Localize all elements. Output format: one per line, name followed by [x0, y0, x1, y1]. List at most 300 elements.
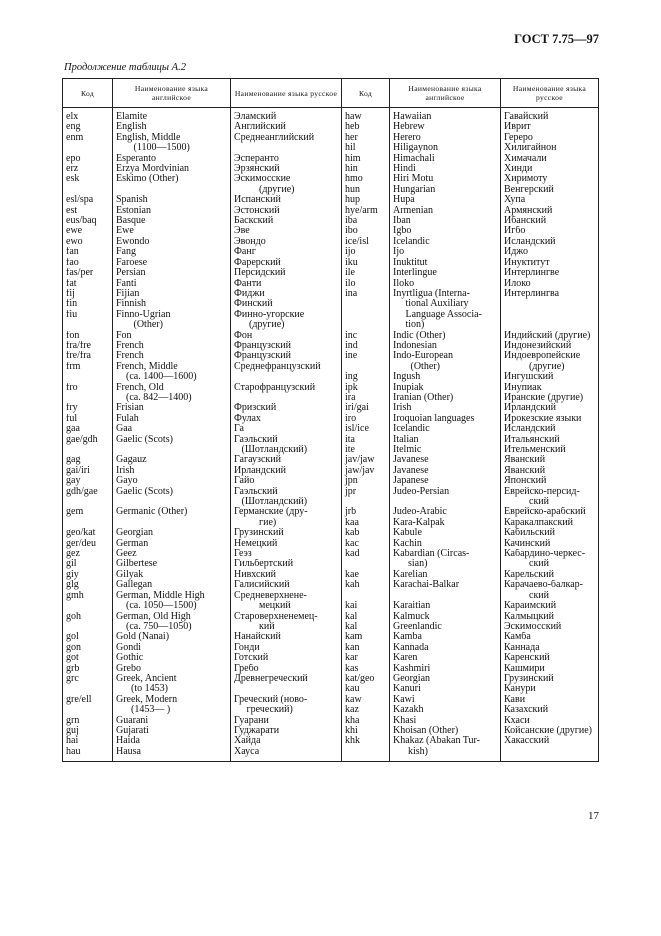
cell-name-russian: Английский [231, 122, 342, 132]
cell-name-english: Gaelic (Scots) [113, 487, 231, 497]
table-row [63, 549, 599, 559]
cell-code: jrb [342, 507, 390, 517]
cell-code: iba [342, 216, 390, 226]
cell-code [63, 185, 113, 195]
cell-name-russian [231, 372, 342, 382]
cell-code [342, 497, 390, 507]
cell-name-russian: Германские (дру- [231, 507, 342, 517]
cell-code: fat [63, 279, 113, 289]
table-row [63, 362, 599, 372]
cell-code: gag [63, 455, 113, 465]
cell-code: fre/fra [63, 351, 113, 361]
cell-name-russian: Инуктитут [501, 258, 599, 268]
cell-name-english: (Other) [113, 320, 231, 330]
cell-name-english: Finnish [113, 299, 231, 309]
cell-name-english: Hausa [113, 747, 231, 762]
table-row [63, 268, 599, 278]
cell-name-english: Indo-European [390, 351, 501, 361]
table-row [63, 747, 599, 762]
table-row [63, 154, 599, 164]
cell-name-russian: Итальянский [501, 435, 599, 445]
cell-code [63, 143, 113, 153]
table-row [63, 206, 599, 216]
cell-name-russian: Еврейско-арабский [501, 507, 599, 517]
cell-name-english: Erzya Mordvinian [113, 164, 231, 174]
cell-name-english: Geez [113, 549, 231, 559]
table-row [63, 372, 599, 382]
cell-code: hin [342, 164, 390, 174]
table-row [63, 247, 599, 257]
cell-name-english [390, 591, 501, 601]
cell-name-russian: Инупиак [501, 383, 599, 393]
cell-name-russian: Среднеанглийский [231, 133, 342, 143]
cell-code: gdh/gae [63, 487, 113, 497]
standard-header: ГОСТ 7.75—97 [514, 32, 599, 46]
cell-name-russian: Французский [231, 341, 342, 351]
table-row [63, 455, 599, 465]
cell-code: grb [63, 664, 113, 674]
cell-name-russian: Га [231, 424, 342, 434]
header-name-english: Наименование языка английское [390, 79, 501, 108]
cell-name-english [113, 185, 231, 195]
cell-code: inc [342, 331, 390, 341]
cell-name-russian: Нанайский [231, 632, 342, 642]
cell-name-english: Finno-Ugrian [113, 310, 231, 320]
cell-name-english: German, Old High [113, 612, 231, 622]
cell-code: fas/per [63, 268, 113, 278]
cell-name-russian: Фарерский [231, 258, 342, 268]
cell-name-russian: Фанти [231, 279, 342, 289]
cell-name-english: Kalmuck [390, 612, 501, 622]
cell-name-english: Igbo [390, 226, 501, 236]
cell-name-russian: (Шотландский) [231, 497, 342, 507]
cell-name-english: English [113, 122, 231, 132]
cell-name-russian: Индийский (другие) [501, 331, 599, 341]
table-row [63, 487, 599, 497]
cell-name-russian: Карачаево-балкар- [501, 580, 599, 590]
cell-name-russian [231, 143, 342, 153]
cell-name-english: Irish [113, 466, 231, 476]
cell-name-english: Icelandic [390, 237, 501, 247]
table-row [63, 632, 599, 642]
cell-code: got [63, 653, 113, 663]
cell-name-english: Eskimo (Other) [113, 174, 231, 184]
cell-code: kat/geo [342, 674, 390, 684]
table-row [63, 445, 599, 455]
cell-name-english: (ca. 750—1050) [113, 622, 231, 632]
cell-name-russian: Химачали [501, 154, 599, 164]
header-code: Код [342, 79, 390, 108]
cell-code: hun [342, 185, 390, 195]
cell-code: gae/gdh [63, 435, 113, 445]
cell-name-russian: Иджо [501, 247, 599, 257]
table-row [63, 726, 599, 736]
cell-code: gai/iri [63, 466, 113, 476]
table-row [63, 185, 599, 195]
cell-code: fry [63, 403, 113, 413]
cell-code [342, 747, 390, 762]
table-row [63, 258, 599, 268]
table-row [63, 424, 599, 434]
cell-name-english: Javanese [390, 466, 501, 476]
cell-name-russian: Эскимосские [231, 174, 342, 184]
cell-name-english: Elamite [113, 108, 231, 123]
cell-name-russian: Еврейско-персид- [501, 487, 599, 497]
table-row [63, 539, 599, 549]
cell-code [63, 684, 113, 694]
cell-code: esk [63, 174, 113, 184]
cell-code [63, 320, 113, 330]
cell-name-english: Esperanto [113, 154, 231, 164]
cell-name-russian: Финский [231, 299, 342, 309]
cell-code: isl/ice [342, 424, 390, 434]
cell-name-english: Gayo [113, 476, 231, 486]
cell-name-russian: Гонди [231, 643, 342, 653]
cell-name-russian: Караимский [501, 601, 599, 611]
cell-name-english: Haida [113, 736, 231, 746]
table-row [63, 736, 599, 746]
cell-name-english [113, 445, 231, 455]
cell-name-russian [501, 320, 599, 330]
cell-code [63, 372, 113, 382]
cell-name-english: Armenian [390, 206, 501, 216]
table-row [63, 216, 599, 226]
cell-name-russian: Эскимосский [501, 622, 599, 632]
cell-name-english: Karaitian [390, 601, 501, 611]
table-row [63, 518, 599, 528]
cell-name-english: German, Middle High [113, 591, 231, 601]
table-row [63, 143, 599, 153]
cell-name-english: Karen [390, 653, 501, 663]
cell-code [63, 601, 113, 611]
cell-name-english: Hungarian [390, 185, 501, 195]
cell-name-english: French [113, 341, 231, 351]
cell-name-english: Itelmic [390, 445, 501, 455]
cell-name-english: Japanese [390, 476, 501, 486]
cell-name-russian: кий [231, 622, 342, 632]
table-row [63, 466, 599, 476]
cell-code: gol [63, 632, 113, 642]
cell-code: hmo [342, 174, 390, 184]
table-row [63, 664, 599, 674]
cell-code: her [342, 133, 390, 143]
cell-name-english: Georgian [113, 528, 231, 538]
cell-name-russian: Ирокезские языки [501, 414, 599, 424]
cell-name-russian [501, 310, 599, 320]
cell-name-russian: Фулах [231, 414, 342, 424]
cell-code [342, 299, 390, 309]
cell-code: hye/arm [342, 206, 390, 216]
cell-code: kaa [342, 518, 390, 528]
cell-name-english: kish) [390, 747, 501, 762]
cell-code: ful [63, 414, 113, 424]
cell-name-english: Estonian [113, 206, 231, 216]
cell-name-russian [501, 299, 599, 309]
cell-name-russian: Илоко [501, 279, 599, 289]
cell-code: fro [63, 383, 113, 393]
cell-name-russian: Гаэльский [231, 435, 342, 445]
cell-name-russian: Ингушский [501, 372, 599, 382]
cell-name-english: Kannada [390, 643, 501, 653]
cell-code [63, 497, 113, 507]
cell-name-russian: Французский [231, 351, 342, 361]
cell-name-russian: Камба [501, 632, 599, 642]
table-row [63, 612, 599, 622]
cell-name-russian: Гаэльский [231, 487, 342, 497]
cell-code: elx [63, 108, 113, 123]
cell-name-russian: Хупа [501, 195, 599, 205]
cell-name-russian: Фиджи [231, 289, 342, 299]
cell-code: kad [342, 549, 390, 559]
cell-name-english [390, 497, 501, 507]
cell-code: enm [63, 133, 113, 143]
cell-name-russian: ский [501, 497, 599, 507]
cell-name-english: Kanuri [390, 684, 501, 694]
cell-name-russian: Эрзянский [231, 164, 342, 174]
cell-name-english: Ewondo [113, 237, 231, 247]
language-codes-table [62, 78, 599, 762]
cell-name-english: Khakaz (Abakan Tur- [390, 736, 501, 746]
cell-name-russian: Гильбертский [231, 559, 342, 569]
cell-code: ger/deu [63, 539, 113, 549]
cell-name-english: Icelandic [390, 424, 501, 434]
cell-name-english: Greek, Ancient [113, 674, 231, 684]
cell-name-russian: Ирландский [501, 403, 599, 413]
cell-name-russian: Армянский [501, 206, 599, 216]
cell-name-english: Greenlandic [390, 622, 501, 632]
cell-code [63, 518, 113, 528]
cell-name-russian: Хайда [231, 736, 342, 746]
cell-name-russian: мецкий [231, 601, 342, 611]
cell-code: gem [63, 507, 113, 517]
cell-name-english: Kabardian (Circas- [390, 549, 501, 559]
cell-name-english: Iban [390, 216, 501, 226]
cell-name-russian: Кабардино-черкес- [501, 549, 599, 559]
cell-name-russian: Немецкий [231, 539, 342, 549]
cell-code: ice/isl [342, 237, 390, 247]
cell-code: kai [342, 601, 390, 611]
cell-name-russian: Венгерский [501, 185, 599, 195]
cell-code: kaz [342, 705, 390, 715]
cell-name-russian: Нивхский [231, 570, 342, 580]
cell-code: kan [342, 643, 390, 653]
cell-name-russian: Калмыцкий [501, 612, 599, 622]
cell-code: fao [63, 258, 113, 268]
cell-code: ewe [63, 226, 113, 236]
cell-name-english: Basque [113, 216, 231, 226]
cell-name-english: tional Auxiliary [390, 299, 501, 309]
table-row [63, 341, 599, 351]
cell-name-russian: Ирландский [231, 466, 342, 476]
cell-name-russian: Гребо [231, 664, 342, 674]
cell-code: jpr [342, 487, 390, 497]
cell-name-english: (ca. 842—1400) [113, 393, 231, 403]
cell-name-english: Irish [390, 403, 501, 413]
table-row [63, 591, 599, 601]
cell-name-russian: Фризский [231, 403, 342, 413]
cell-name-english: Interlingue [390, 268, 501, 278]
cell-code: ine [342, 351, 390, 361]
cell-name-russian: Карельский [501, 570, 599, 580]
cell-code: fiu [63, 310, 113, 320]
table-row [63, 695, 599, 705]
table-row [63, 435, 599, 445]
cell-code: grn [63, 716, 113, 726]
cell-name-english: Kawi [390, 695, 501, 705]
cell-name-russian: Иранские (другие) [501, 393, 599, 403]
header-name-russian: Наименование языка русское [231, 79, 342, 108]
cell-name-russian: Фон [231, 331, 342, 341]
cell-code: kab [342, 528, 390, 538]
cell-code: gil [63, 559, 113, 569]
cell-name-russian: гие) [231, 518, 342, 528]
table-row [63, 716, 599, 726]
cell-name-english: Grebo [113, 664, 231, 674]
cell-name-russian: Испанский [231, 195, 342, 205]
table-row [63, 351, 599, 361]
cell-name-english: Kara-Kalpak [390, 518, 501, 528]
cell-code: fan [63, 247, 113, 257]
cell-name-russian: Гагаузский [231, 455, 342, 465]
cell-name-russian: Исландский [501, 237, 599, 247]
cell-code: ite [342, 445, 390, 455]
table-row [63, 403, 599, 413]
cell-code: kam [342, 632, 390, 642]
cell-name-russian: Гайо [231, 476, 342, 486]
cell-name-english: Italian [390, 435, 501, 445]
cell-name-english: Gagauz [113, 455, 231, 465]
cell-code: frm [63, 362, 113, 372]
cell-name-russian: Кави [501, 695, 599, 705]
cell-name-english: tion) [390, 320, 501, 330]
cell-code: gmh [63, 591, 113, 601]
cell-name-russian: Старофранцузский [231, 383, 342, 393]
cell-code: hup [342, 195, 390, 205]
cell-name-english: Gaa [113, 424, 231, 434]
cell-code: geo/kat [63, 528, 113, 538]
cell-name-russian [231, 393, 342, 403]
cell-name-russian: Кабильский [501, 528, 599, 538]
table-row [63, 622, 599, 632]
cell-name-english: Iroquoian languages [390, 414, 501, 424]
cell-name-english: Kamba [390, 632, 501, 642]
cell-code: hil [342, 143, 390, 153]
cell-code: kas [342, 664, 390, 674]
table-row [63, 320, 599, 330]
cell-name-english: Gujarati [113, 726, 231, 736]
cell-code: hai [63, 736, 113, 746]
cell-name-english: Indonesian [390, 341, 501, 351]
cell-code: ile [342, 268, 390, 278]
cell-name-russian: (другие) [231, 185, 342, 195]
cell-name-english: (ca. 1050—1500) [113, 601, 231, 611]
header-code: Код [63, 79, 113, 108]
cell-name-english [113, 497, 231, 507]
cell-name-russian: (Шотландский) [231, 445, 342, 455]
cell-name-english: Gilbertese [113, 559, 231, 569]
table-row [63, 299, 599, 309]
table-row [63, 279, 599, 289]
cell-name-english: Khoisan (Other) [390, 726, 501, 736]
cell-name-english: Gallegan [113, 580, 231, 590]
cell-name-russian: Каренский [501, 653, 599, 663]
table-row [63, 310, 599, 320]
cell-name-russian: Хауса [231, 747, 342, 762]
table-row [63, 122, 599, 132]
cell-name-russian: греческий) [231, 705, 342, 715]
cell-name-russian: Японский [501, 476, 599, 486]
cell-name-english: Language Associa- [390, 310, 501, 320]
cell-name-english: Greek, Modern [113, 695, 231, 705]
cell-name-english: (1453— ) [113, 705, 231, 715]
cell-name-english: Kabule [390, 528, 501, 538]
cell-name-english: Himachali [390, 154, 501, 164]
cell-name-russian: ский [501, 559, 599, 569]
cell-name-english: Iranian (Other) [390, 393, 501, 403]
cell-code: kal [342, 612, 390, 622]
cell-code: esl/spa [63, 195, 113, 205]
cell-code: eus/baq [63, 216, 113, 226]
cell-code: heb [342, 122, 390, 132]
cell-name-english: Hiri Motu [390, 174, 501, 184]
cell-code [63, 622, 113, 632]
cell-name-russian: Финно-угорские [231, 310, 342, 320]
cell-name-russian: Интерлингва [501, 289, 599, 299]
table-row [63, 476, 599, 486]
header-name-russian: Наименование языка русское [501, 79, 599, 108]
cell-code: ijo [342, 247, 390, 257]
cell-name-russian: Исландский [501, 424, 599, 434]
table-row [63, 559, 599, 569]
cell-code: kac [342, 539, 390, 549]
cell-code: jpn [342, 476, 390, 486]
cell-code [63, 705, 113, 715]
cell-name-english: Fanti [113, 279, 231, 289]
cell-name-russian: Хилигайнон [501, 143, 599, 153]
cell-code: jav/jaw [342, 455, 390, 465]
cell-name-english: Hebrew [390, 122, 501, 132]
cell-code: goh [63, 612, 113, 622]
cell-code: guj [63, 726, 113, 736]
cell-name-english: Javanese [390, 455, 501, 465]
cell-code: gez [63, 549, 113, 559]
cell-name-russian: Эвондо [231, 237, 342, 247]
table-row [63, 195, 599, 205]
cell-name-russian: Гереро [501, 133, 599, 143]
cell-name-english: Inupiak [390, 383, 501, 393]
cell-code [342, 310, 390, 320]
cell-code: est [63, 206, 113, 216]
cell-name-english: (ca. 1400—1600) [113, 372, 231, 382]
cell-name-russian: Среднефранцузский [231, 362, 342, 372]
table-row [63, 674, 599, 684]
cell-code: kal [342, 622, 390, 632]
cell-name-english: Fijian [113, 289, 231, 299]
cell-name-english: (Other) [390, 362, 501, 372]
cell-name-english: Gaelic (Scots) [113, 435, 231, 445]
cell-name-russian: Фанг [231, 247, 342, 257]
cell-code: kha [342, 716, 390, 726]
table-continuation-caption: Продолжение таблицы А.2 [64, 62, 186, 73]
table-header-row [63, 79, 599, 108]
cell-name-english: Iloko [390, 279, 501, 289]
cell-name-english [113, 518, 231, 528]
table-row [63, 414, 599, 424]
cell-name-russian: Яванский [501, 466, 599, 476]
cell-name-english: Kashmiri [390, 664, 501, 674]
cell-name-russian: Кхаси [501, 716, 599, 726]
cell-code: gre/ell [63, 695, 113, 705]
